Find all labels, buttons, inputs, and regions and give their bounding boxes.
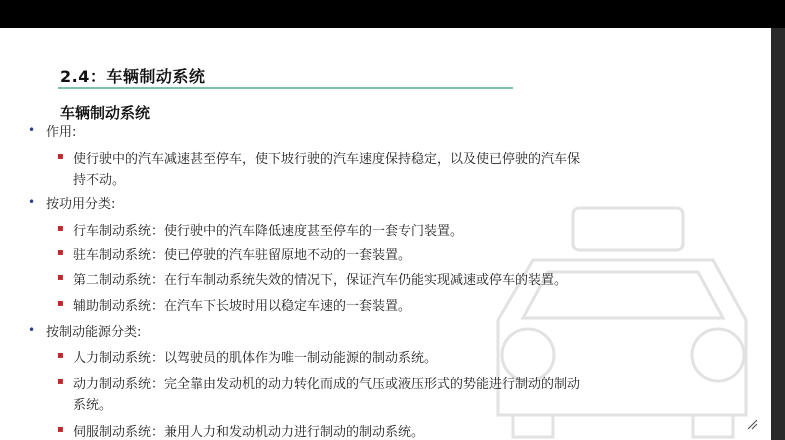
sub-bullet-marker: ▪ — [57, 376, 64, 387]
top-black-bar — [0, 0, 785, 28]
list-item-line: 系统。 — [73, 398, 113, 413]
taxi-car-icon — [478, 200, 768, 440]
list-item-line: 行车制动系统：使行驶中的汽车降低速度甚至停车的一套专门装置。 — [73, 224, 464, 239]
section-label-by-energy: 按制动能源分类: — [46, 325, 142, 340]
sub-bullet-marker: ▪ — [57, 247, 64, 258]
bullet-marker: • — [28, 323, 36, 337]
sub-bullet-marker: ▪ — [57, 350, 64, 361]
sub-bullet-marker: ▪ — [57, 272, 64, 283]
slide-subtitle: 车辆制动系统 — [60, 104, 151, 122]
sub-bullet-marker: ▪ — [57, 223, 64, 234]
section-label-purpose: 作用: — [46, 125, 77, 140]
slide — [0, 28, 771, 440]
list-item-line: 辅助制动系统：在汽车下长坡时用以稳定车速的一套装置。 — [73, 299, 412, 314]
title-underline — [58, 87, 513, 89]
sub-bullet-marker: ▪ — [57, 151, 64, 162]
list-item-line: 第二制动系统：在行车制动系统失效的情况下，保证汽车仍能实现减速或停车的装置。 — [73, 273, 568, 288]
section-label-by-function: 按功用分类: — [46, 197, 116, 212]
list-item-line: 伺服制动系统：兼用人力和发动机动力进行制动的制动系统。 — [73, 425, 425, 440]
list-item-line: 使行驶中的汽车减速甚至停车，使下坡行驶的汽车速度保持稳定，以及使已停驶的汽车保 — [73, 152, 581, 167]
sub-bullet-marker: ▪ — [57, 424, 64, 435]
resize-handle-icon[interactable] — [746, 418, 758, 430]
bullet-marker: • — [28, 123, 36, 137]
slide-title: 2.4：车辆制动系统 — [60, 67, 206, 86]
bullet-marker: • — [28, 195, 36, 209]
scrollbar-track[interactable] — [771, 28, 785, 440]
list-item-line: 驻车制动系统：使已停驶的汽车驻留原地不动的一套装置。 — [73, 248, 412, 263]
list-item-line: 动力制动系统：完全靠由发动机的动力转化而成的气压或液压形式的势能进行制动的制动 — [73, 377, 581, 392]
list-item-line: 持不动。 — [73, 173, 126, 188]
sub-bullet-marker: ▪ — [57, 298, 64, 309]
list-item-line: 人力制动系统：以驾驶员的肌体作为唯一制动能源的制动系统。 — [73, 351, 438, 366]
